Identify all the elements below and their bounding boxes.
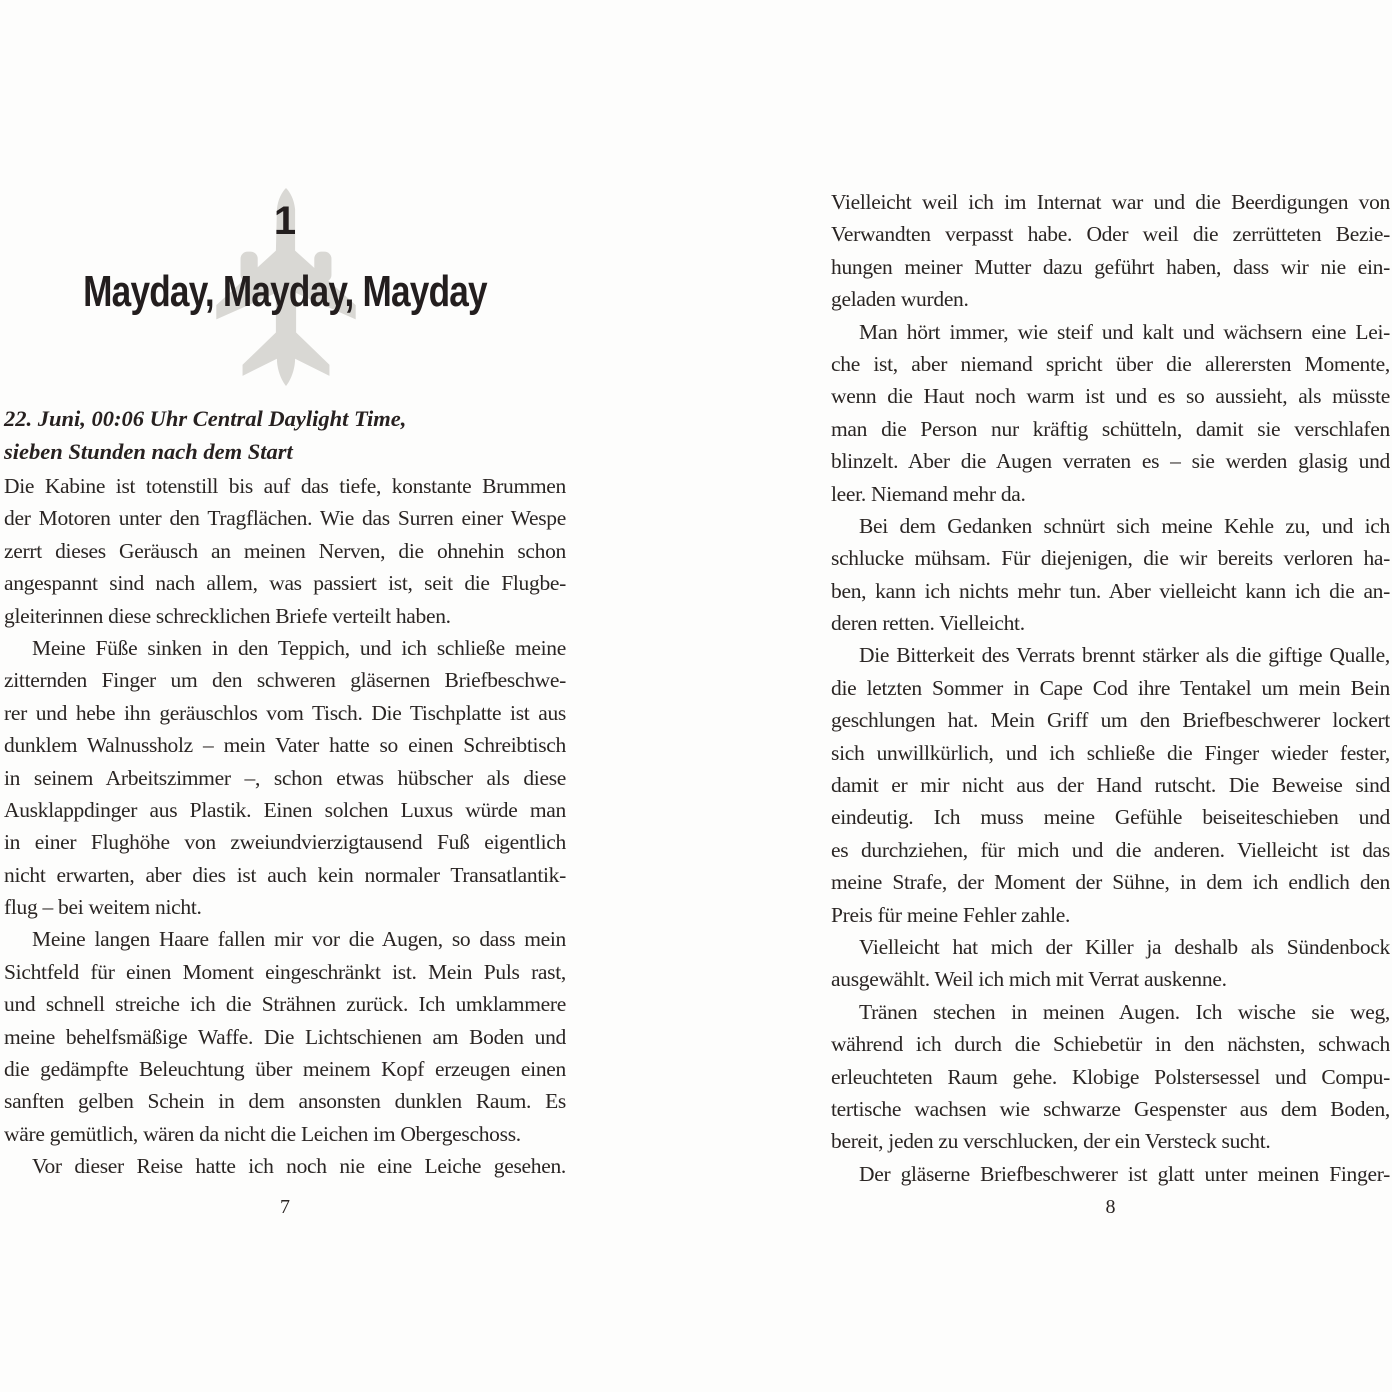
text-line: während ich durch die Schiebetür in den nächsten, schwach (831, 1032, 1390, 1057)
text-line: und schnell streiche ich die Strähnen zurück. Ich umklammere (4, 992, 566, 1017)
right-page (831, 0, 1390, 1392)
text-line: tertische wachsen wie schwarze Gespenster aus dem Boden, (831, 1096, 1390, 1121)
text-line: Vor dieser Reise hatte ich noch nie eine Leiche gesehen. (32, 1154, 566, 1179)
right-page-body-text (831, 186, 1390, 1190)
text-line: gleiterinnen diese schrecklichen Briefe verteilt haben. (4, 603, 451, 628)
text-line: man die Person nur kräftig schütteln, damit sie verschlafen (831, 416, 1390, 441)
text-line: meine behelfsmäßige Waffe. Die Lichtschienen am Boden und (4, 1024, 566, 1049)
text-line: zerrt dieses Geräusch an meinen Nerven, die ohnehin schon (4, 538, 566, 563)
text-line: leer. Niemand mehr da. (831, 481, 1026, 506)
text-line: erleuchteten Raum gehe. Klobige Polstersessel und Compu- (831, 1064, 1390, 1089)
text-line: in seinem Arbeitszimmer –, schon etwas hübscher als diese (4, 765, 566, 790)
chapter-title: Mayday, Mayday, Mayday (83, 267, 487, 316)
text-line: sich unwillkürlich, und ich schließe die Finger wieder fester, (831, 740, 1390, 765)
text-line: Die Kabine ist totenstill bis auf das tiefe, konstante Brummen (4, 474, 566, 498)
dateline-line: 22. Juni, 00:06 Uhr Central Daylight Time, (4, 406, 407, 431)
chapter-number: 1 (273, 199, 297, 243)
text-line: Vielleicht hat mich der Killer ja deshalb als Sündenbock (859, 934, 1390, 959)
text-line: hungen meiner Mutter dazu geführt haben, dass wir nie ein- (831, 254, 1390, 279)
text-line: flug – bei weitem nicht. (4, 895, 202, 920)
text-line: Meine Füße sinken in den Teppich, und ich schließe meine (32, 635, 566, 660)
text-line: angespannt sind nach allem, was passiert ist, seit die Flugbe- (4, 571, 566, 596)
text-line: Bei dem Gedanken schnürt sich meine Kehle zu, und ich (859, 513, 1390, 538)
page-number: 7 (280, 1196, 290, 1218)
text-line: geschlungen hat. Mein Griff um den Briefbeschwerer lockert (831, 708, 1390, 733)
text-line: meine Strafe, der Moment der Sühne, in dem ich endlich den (831, 870, 1390, 895)
text-line: sanften gelben Schein in dem ansonsten dunklen Raum. Es (4, 1089, 566, 1114)
left-page-body-text (4, 470, 566, 1183)
left-page (4, 0, 566, 1392)
text-line: deren retten. Vielleicht. (831, 611, 1025, 636)
text-line: Verwandten verpasst habe. Oder weil die zerrütteten Bezie- (831, 222, 1390, 247)
text-line: die letzten Sommer in Cape Cod ihre Tentakel um mein Bein (831, 675, 1390, 700)
text-line: Sichtfeld für einen Moment eingeschränkt ist. Mein Puls rast, (4, 959, 566, 984)
text-line: Vielleicht weil ich im Internat war und die Beerdigungen von (831, 190, 1390, 214)
text-line: Preis für meine Fehler zahle. (831, 902, 1071, 927)
text-line: dunklem Walnussholz – mein Vater hatte so einen Schreibtisch (4, 733, 566, 758)
text-line: wenn die Haut noch warm ist und es so aussieht, als müsste (831, 384, 1390, 409)
text-line: die gedämpfte Beleuchtung über meinem Kopf erzeugen einen (4, 1057, 566, 1082)
text-line: rer und hebe ihn geräuschlos vom Tisch. Die Tischplatte ist aus (4, 700, 566, 725)
text-line: schlucke mühsam. Für diejenigen, die wir bereits verloren ha- (831, 546, 1390, 571)
text-line: Der gläserne Briefbeschwerer ist glatt unter meinen Finger- (859, 1161, 1390, 1186)
text-line: Man hört immer, wie steif und kalt und wächsern eine Lei- (859, 319, 1390, 344)
dateline-line: sieben Stunden nach dem Start (4, 439, 293, 464)
text-line: Tränen stechen in meinen Augen. Ich wische sie weg, (859, 999, 1390, 1024)
text-line: zitternden Finger um den schweren gläsernen Briefbeschwe- (4, 668, 566, 693)
text-line: ausgewählt. Weil ich mich mit Verrat auskenne. (831, 967, 1227, 992)
text-line: wäre gemütlich, wären da nicht die Leichen im Obergeschoss. (4, 1121, 521, 1146)
dateline (4, 402, 566, 468)
text-line: nicht erwarten, aber dies ist auch kein normaler Transatlantik- (4, 862, 566, 887)
text-line: damit er mir nicht aus der Hand rutscht. Die Beweise sind (831, 773, 1390, 798)
page-number: 8 (1105, 1196, 1116, 1218)
text-line: der Motoren unter den Tragflächen. Wie das Surren einer Wespe (4, 506, 566, 531)
text-line: Ausklappdinger aus Plastik. Einen solchen Luxus würde man (4, 797, 566, 822)
text-line: ben, kann ich nichts mehr tun. Aber vielleicht kann ich die an- (831, 578, 1390, 603)
text-line: Meine langen Haare fallen mir vor die Augen, so dass mein (32, 927, 566, 952)
text-line: geladen wurden. (831, 287, 969, 312)
text-line: bereit, jeden zu verschlucken, der ein Versteck sucht. (831, 1129, 1271, 1154)
text-line: es durchziehen, für mich und die anderen. Vielleicht ist das (831, 837, 1390, 862)
text-line: in einer Flughöhe von zweiundvierzigtausend Fuß eigentlich (4, 830, 566, 855)
text-line: Die Bitterkeit des Verrats brennt stärker als die giftige Qualle, (859, 643, 1390, 668)
text-line: blinzelt. Aber die Augen verraten es – sie werden glasig und (831, 449, 1390, 474)
text-line: eindeutig. Ich muss meine Gefühle beiseiteschieben und (831, 805, 1390, 830)
text-line: che ist, aber niemand spricht über die allerersten Momente, (831, 351, 1390, 376)
